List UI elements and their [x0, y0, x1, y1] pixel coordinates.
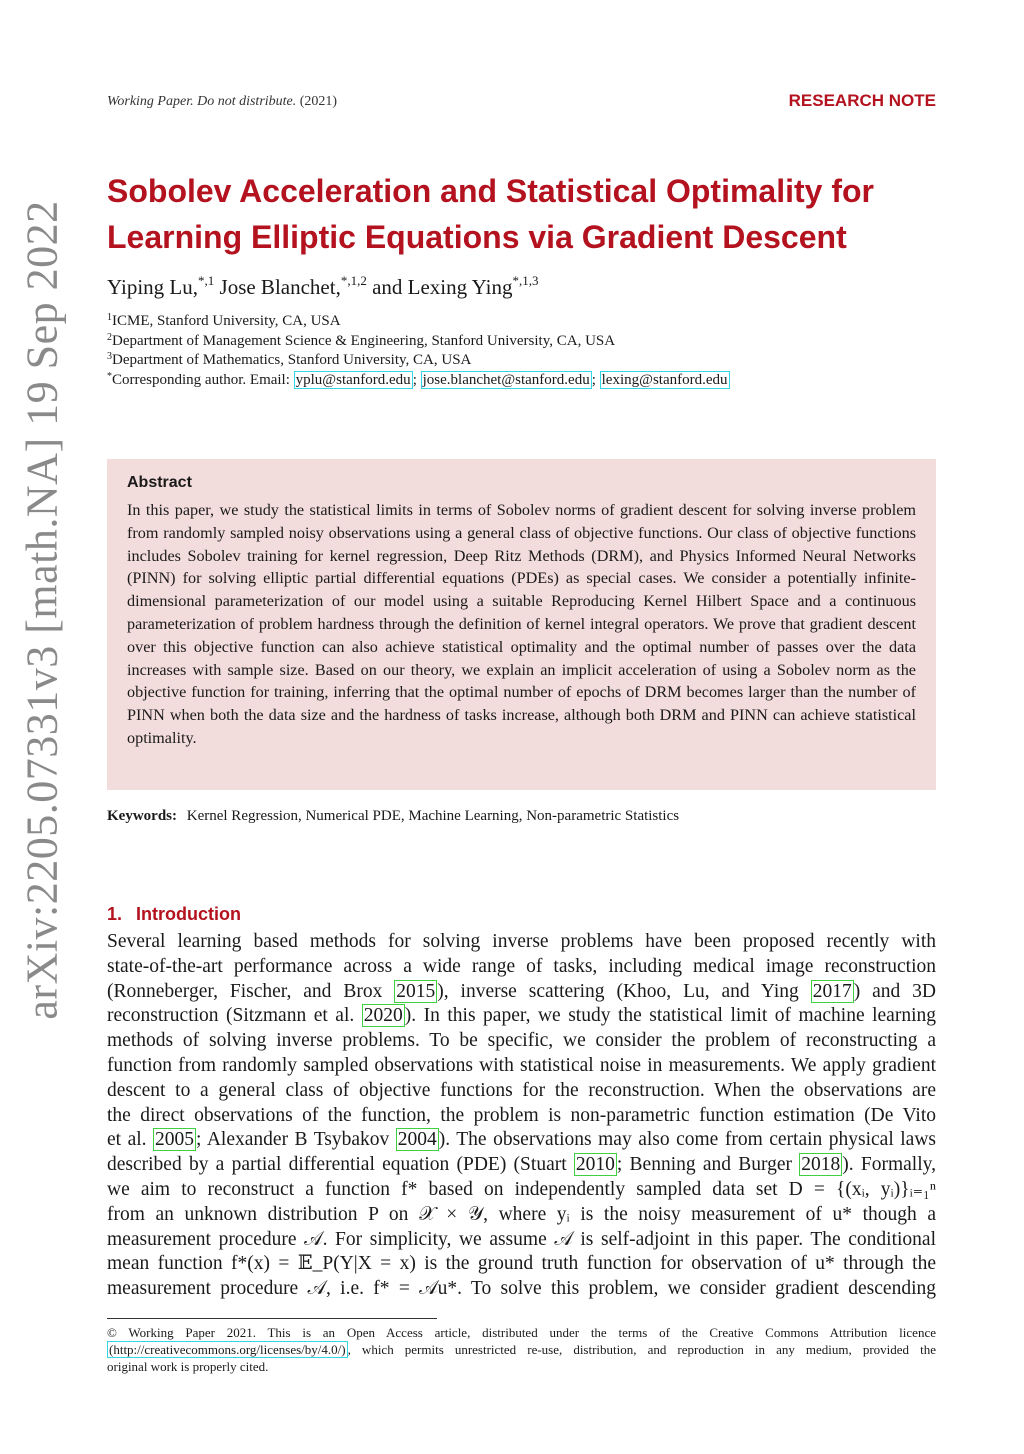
author-affil-sup: *,1 — [198, 273, 215, 288]
body-line — [107, 1079, 936, 1104]
affiliation-item — [107, 332, 730, 352]
email-link-blanchet[interactable]: jose.blanchet@stanford.edu — [422, 371, 590, 388]
body-text-run: descent to a general class of objective functions for the reconstruction. When the observations are — [107, 1079, 936, 1101]
email-link-yplu[interactable]: yplu@stanford.edu — [295, 371, 411, 388]
citation-link[interactable]: 2004 — [397, 1129, 437, 1151]
body-line — [107, 1178, 936, 1203]
body-line — [107, 1128, 936, 1153]
body-text-run: ) and 3D — [853, 980, 937, 1002]
affiliation-text: Department of Mathematics, Stanford University, CA, USA — [112, 352, 472, 368]
paper-title — [107, 168, 927, 260]
footnote-line: original work is properly cited. — [107, 1359, 269, 1374]
corresponding-author — [107, 371, 730, 391]
affiliation-sup: 3 — [107, 351, 112, 362]
license-footnote — [107, 1324, 936, 1375]
affiliation-item — [107, 312, 730, 332]
body-line — [107, 1203, 936, 1228]
header-working-paper: Working Paper. Do not distribute. — [107, 94, 297, 109]
affiliation-item — [107, 351, 730, 371]
keywords — [107, 808, 679, 825]
body-text-run: (Ronneberger, Fischer, and Brox — [107, 980, 395, 1002]
body-text-run: state-of-the-art performance across a wide range of tasks, including medical image reconstruction — [107, 955, 936, 977]
running-header — [107, 94, 337, 110]
citation-link[interactable]: 2015 — [396, 980, 436, 1002]
footnote-line-rest: , which permits unrestricted re-use, distribution, and reproduction in any medium, provided the — [347, 1342, 936, 1357]
citation-link[interactable]: 2017 — [812, 980, 852, 1002]
body-text-run: ). Formally, — [842, 1154, 936, 1176]
body-line — [107, 1252, 936, 1277]
body-text-run: described by a partial differential equation (PDE) (Stuart — [107, 1154, 574, 1176]
introduction-body — [107, 930, 936, 1302]
corresponding-label: Corresponding author. Email: — [112, 371, 294, 388]
section-number: 1. — [107, 904, 123, 924]
body-text-run: ; Benning and Burger — [616, 1154, 800, 1176]
affiliation-text: ICME, Stanford University, CA, USA — [112, 313, 341, 329]
footnote-line — [107, 1341, 936, 1358]
footnote-line: © Working Paper 2021. This is an Open Access article, distributed under the terms of the Creative Commons Attribution licence — [107, 1325, 936, 1340]
section-title: Introduction — [136, 904, 241, 924]
body-line — [107, 1277, 936, 1302]
body-text-run: we aim to reconstruct a function f* based on independently sampled data set D = {(xᵢ, yᵢ)}ᵢ₌₁ⁿ — [107, 1178, 936, 1200]
keywords-text: Kernel Regression, Numerical PDE, Machine Learning, Non-parametric Statistics — [186, 808, 680, 824]
author-name: Jose Blanchet, — [219, 275, 341, 299]
author-name: Yiping Lu, — [107, 275, 199, 299]
arxiv-sidebar — [12, 200, 72, 1020]
body-text-run: ), inverse scattering (Khoo, Lu, and Ying — [437, 980, 811, 1002]
affiliation-text: Department of Management Science & Engineering, Stanford University, CA, USA — [112, 332, 616, 349]
citation-link[interactable]: 2020 — [363, 1005, 403, 1027]
title-line-2: Learning Elliptic Equations via Gradient Descent — [107, 219, 847, 255]
research-note-label: RESEARCH NOTE — [788, 91, 936, 110]
abstract-box — [107, 459, 936, 790]
body-text-run: ). The observations may also come from certain physical laws — [438, 1129, 936, 1151]
body-text-run: ; Alexander B Tsybakov — [196, 1129, 396, 1151]
header-year: (2021) — [299, 94, 338, 109]
license-url-link[interactable]: (http://creativecommons.org/licenses/by/4.0/) — [109, 1342, 346, 1357]
body-line — [107, 1104, 936, 1129]
affiliations — [107, 312, 730, 390]
abstract-heading: Abstract — [127, 474, 192, 491]
author-name: and Lexing Ying — [372, 275, 513, 299]
body-line — [107, 1153, 936, 1178]
body-text-run: measurement procedure 𝒜. For simplicity, we assume 𝒜 is self-adjoint in this paper. The conditional — [107, 1228, 936, 1250]
body-text-run: mean function f*(x) = 𝔼_P(Y|X = x) is the ground truth function for observation of u* through the — [107, 1253, 936, 1275]
author-affil-sup: *,1,2 — [340, 273, 367, 288]
section-heading-introduction — [107, 904, 241, 925]
corresponding-sup: * — [107, 370, 112, 382]
author-list — [107, 275, 538, 300]
body-text-run: reconstruction (Sitzmann et al. — [107, 1005, 362, 1027]
body-text-run: ). In this paper, we study the statistical limit of machine learning — [404, 1005, 937, 1027]
body-line — [107, 1004, 936, 1029]
title-line-1: Sobolev Acceleration and Statistical Optimality for — [107, 173, 874, 209]
email-separator: ; — [591, 371, 600, 388]
body-text-run: methods of solving inverse problems. To be specific, we consider the problem of reconstructing a — [107, 1030, 936, 1052]
citation-link[interactable]: 2018 — [801, 1154, 841, 1176]
body-text-run: measurement procedure 𝒜, i.e. f* = 𝒜u*. To solve this problem, we consider gradient descending — [107, 1278, 936, 1300]
body-line — [107, 1228, 936, 1253]
affiliation-sup: 2 — [107, 331, 112, 343]
arxiv-identifier: arXiv:2205.07331v3 [math.NA] 19 Sep 2022 — [17, 200, 67, 1020]
citation-link[interactable]: 2010 — [575, 1154, 615, 1176]
body-line — [107, 955, 936, 980]
author-affil-sup: *,1,3 — [512, 273, 539, 288]
body-text-run: et al. — [107, 1129, 154, 1151]
affiliation-sup: 1 — [107, 312, 112, 323]
body-text-run: the direct observations of the function, the problem is non-parametric function estimation (De Vito — [107, 1104, 936, 1126]
footnote-divider — [107, 1318, 437, 1319]
keywords-label: Keywords: — [107, 808, 177, 824]
email-separator: ; — [412, 371, 421, 388]
body-text-run: from an unknown distribution P on 𝒳 × 𝒴, where yᵢ is the noisy measurement of u* though a — [107, 1203, 936, 1225]
email-link-lexing[interactable]: lexing@stanford.edu — [601, 371, 728, 388]
body-text-run: Several learning based methods for solving inverse problems have been proposed recently with — [107, 931, 936, 952]
body-line — [107, 930, 936, 955]
body-line — [107, 980, 936, 1005]
body-text-run: function from randomly sampled observations with statistical noise in measurements. We apply gradient — [107, 1054, 936, 1076]
body-line — [107, 1029, 936, 1054]
abstract-text: In this paper, we study the statistical limits in terms of Sobolev norms of gradient descent for solving inverse problem from randomly sampled noisy observations using a general class of objective functions. Our class of objective functions includes Sobolev training for kernel regression, Deep Ritz Methods (DRM), and Physics Informed Neural Networks (PINN) for solving elliptic partial differential equations (PDEs) as special cases. We consider a potentially infinite-dimensional parameterization of our model using a suitable Reproducing Kernel Hilbert Space and a continuous parameterization of problem hardness through the definition of kernel integral operators. We prove that gradient descent over this objective function can also achieve statistical optimality and the optimal number of passes over the data increases with sample size. Based on our theory, we explain an implicit acceleration of using a Sobolev norm as the objective function for training, inferring that the optimal number of epochs of DRM becomes larger than the number of PINN when both the data size and the hardness of tasks increase, although both DRM and PINN can achieve statistical optimality. — [127, 501, 916, 747]
body-line — [107, 1054, 936, 1079]
citation-link[interactable]: 2005 — [155, 1129, 195, 1151]
